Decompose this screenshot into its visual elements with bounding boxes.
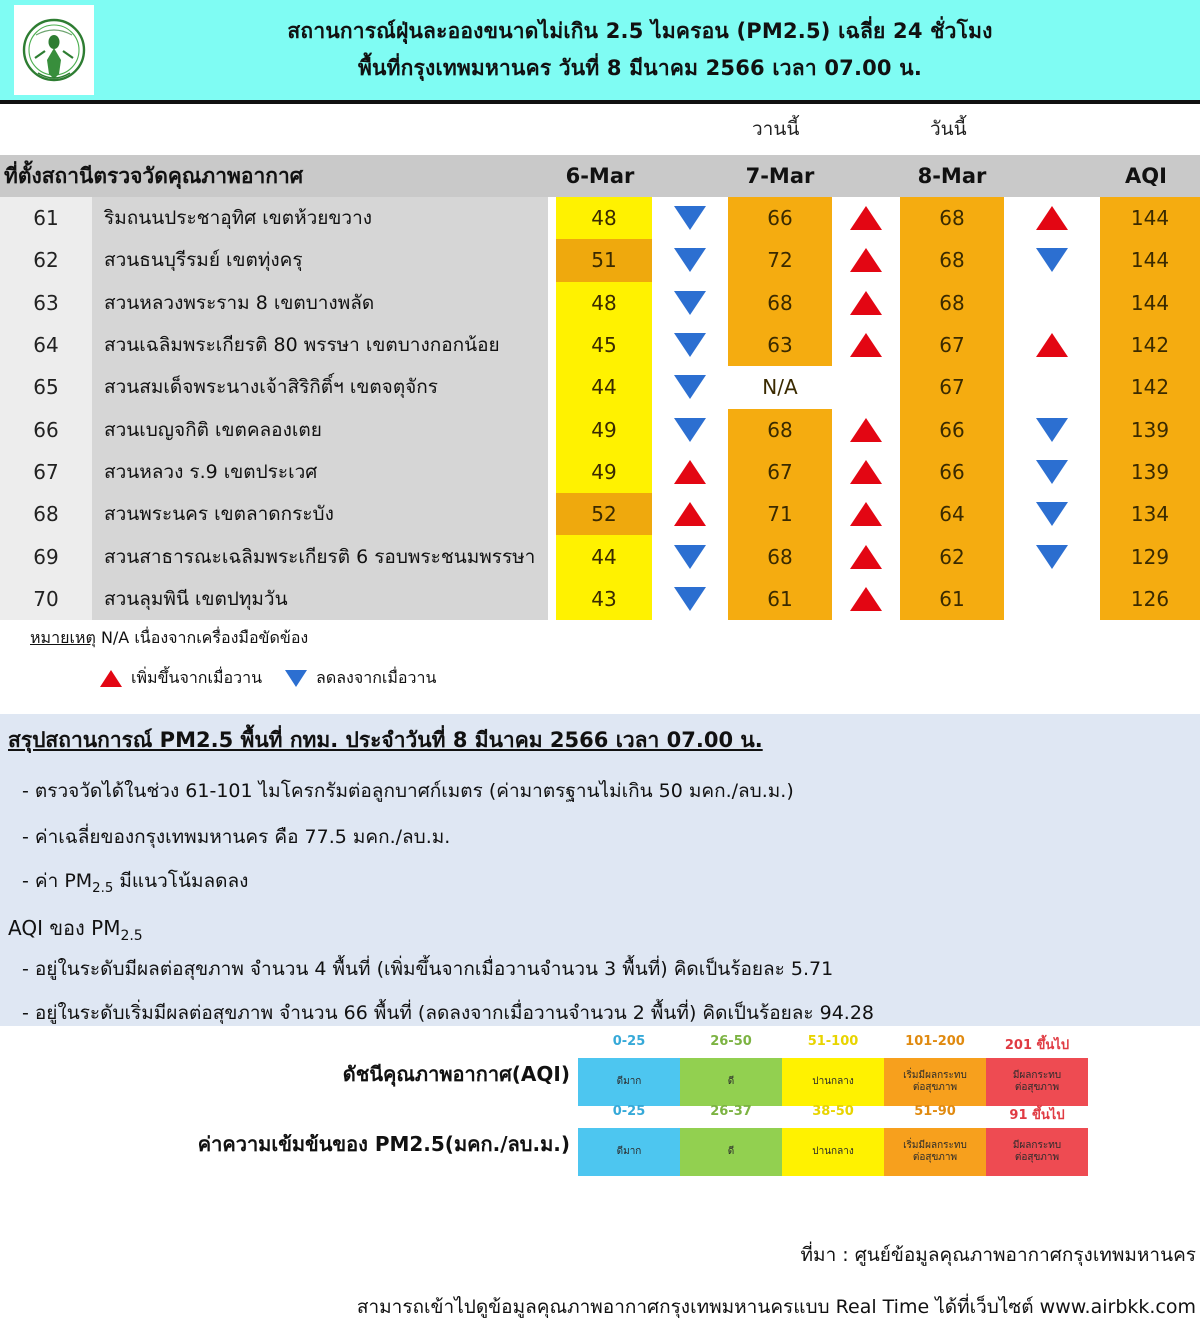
value-aqi: 142 [1130, 375, 1170, 400]
station-id: 66 [33, 417, 59, 442]
triangle-up-icon [1036, 206, 1068, 230]
value-day3: 66 [939, 417, 965, 442]
triangle-down-icon [1036, 460, 1068, 484]
scale-bar-aqi [578, 1058, 1088, 1106]
scale-range-label: 0-25 [612, 1034, 646, 1049]
scale-range-label: 38-50 [812, 1104, 854, 1119]
value-day2: 61 [767, 586, 793, 611]
summary-aqi-heading [8, 912, 143, 944]
value-aqi: 142 [1130, 333, 1170, 358]
value-day3: 67 [939, 375, 965, 400]
triangle-down-icon [674, 375, 706, 399]
triangle-up-icon [674, 502, 706, 526]
value-aqi: 144 [1130, 248, 1170, 273]
scale-bar-pm25 [578, 1128, 1088, 1176]
trend-day1 [652, 451, 728, 493]
station-id: 67 [33, 459, 59, 484]
trend-suffix: มีแนวโน้มลดลง [113, 870, 249, 892]
trend-day2 [832, 451, 900, 493]
scale-range-label: 51-100 [807, 1034, 859, 1049]
station-id: 68 [33, 502, 59, 527]
column-header-day2: 7-Mar [745, 164, 815, 188]
table-row [0, 282, 1200, 324]
value-day2: 67 [767, 459, 793, 484]
value-day2: 71 [767, 502, 793, 527]
triangle-up-icon [850, 291, 882, 315]
header-titles [110, 0, 1170, 100]
table-body [0, 197, 1200, 620]
triangle-down-icon [674, 206, 706, 230]
table-row [0, 409, 1200, 451]
table-row [0, 366, 1200, 408]
triangle-up-icon [850, 418, 882, 442]
legend-increase-label: เพิ่มขึ้นจากเมื่อวาน [131, 668, 263, 687]
value-aqi: 139 [1130, 417, 1170, 442]
label-today: วันนี้ [930, 118, 967, 140]
triangle-down-icon [674, 291, 706, 315]
trend-day3 [1004, 409, 1100, 451]
trend-day2 [832, 197, 900, 239]
trend-day2 [832, 239, 900, 281]
column-header-station: ที่ตั้งสถานีตรวจวัดคุณภาพอากาศ [4, 163, 304, 188]
summary-line-average: - ค่าเฉลี่ยของกรุงเทพมหานคร คือ 77.5 มคก./ลบ.ม. [22, 826, 451, 848]
column-header-day3: 8-Mar [917, 164, 987, 188]
triangle-down-icon [285, 670, 307, 687]
day-labels [0, 112, 1200, 152]
label-yesterday: วานนี้ [752, 118, 800, 140]
station-name: สวนพระนคร เขตลาดกระบัง [104, 503, 334, 526]
station-name: สวนธนบุรีรมย์ เขตทุ่งครุ [104, 249, 303, 272]
trend-day3 [1004, 239, 1100, 281]
trend-day1 [652, 239, 728, 281]
triangle-up-icon [850, 502, 882, 526]
value-aqi: 126 [1130, 586, 1170, 611]
value-day1: 48 [591, 206, 617, 231]
value-day3: 62 [939, 544, 965, 569]
triangle-down-icon [1036, 248, 1068, 272]
station-name: สวนเบญจกิติ เขตคลองเตย [104, 418, 322, 441]
station-id: 65 [33, 375, 59, 400]
aqi-heading-prefix: AQI ของ PM [8, 916, 121, 940]
summary-line-range: - ตรวจวัดได้ในช่วง 61-101 ไมโครกรัมต่อลูกบาศก์เมตร (ค่ามาตรฐานไม่เกิน 50 มคก./ลบ.ม.) [22, 780, 794, 802]
note-text: N/A เนื่องจากเครื่องมือขัดข้อง [95, 628, 309, 647]
station-name: สวนสมเด็จพระนางเจ้าสิริกิติ์ฯ เขตจตุจักร [104, 376, 438, 399]
scale-level-segment: ดี [680, 1058, 782, 1106]
value-day2: 72 [767, 248, 793, 273]
legend-decrease-label: ลดลงจากเมื่อวาน [316, 668, 437, 687]
summary-title: สรุปสถานการณ์ PM2.5 พื้นที่ กทม. ประจำวันที่ 8 มีนาคม 2566 เวลา 07.00 น. [8, 728, 763, 752]
value-day2: 63 [767, 333, 793, 358]
header-divider [0, 100, 1200, 104]
trend-day3 [1004, 535, 1100, 577]
trend-day2 [832, 324, 900, 366]
scale-label-pm25: ค่าความเข้มข้นของ PM2.5(มคก./ลบ.ม.) [197, 1132, 570, 1156]
triangle-down-icon [1036, 502, 1068, 526]
station-name: สวนลุมพินี เขตปทุมวัน [104, 587, 288, 610]
triangle-down-icon [674, 545, 706, 569]
scale-level-segment: ดีมาก [578, 1058, 680, 1106]
value-aqi: 134 [1130, 502, 1170, 527]
note-na-line [30, 626, 308, 651]
value-day3: 68 [939, 248, 965, 273]
triangle-up-icon [850, 545, 882, 569]
value-aqi: 144 [1130, 206, 1170, 231]
scale-range-label: 26-50 [710, 1034, 752, 1049]
scale-level-segment: มีผลกระทบ ต่อสุขภาพ [986, 1128, 1088, 1176]
trend-day1 [652, 197, 728, 239]
trend-day3 [1004, 451, 1100, 493]
triangle-down-icon [1036, 545, 1068, 569]
table-row [0, 578, 1200, 620]
station-name: สวนเฉลิมพระเกียรติ 80 พรรษา เขตบางกอกน้อย [104, 334, 500, 357]
color-scale-legends [0, 1032, 1200, 1202]
scale-level-segment: เริ่มมีผลกระทบ ต่อสุขภาพ [884, 1058, 986, 1106]
value-day1: 44 [591, 375, 617, 400]
table-row [0, 535, 1200, 577]
station-name: สวนหลวงพระราม 8 เขตบางพลัด [104, 291, 375, 314]
triangle-up-icon [100, 670, 122, 687]
column-header-aqi: AQI [1125, 164, 1167, 188]
scale-range-label: 26-37 [710, 1104, 752, 1119]
page-footer [0, 1230, 1200, 1326]
scale-ranges-aqi [578, 1034, 1088, 1055]
station-id: 63 [33, 290, 59, 315]
value-day2: 68 [767, 544, 793, 569]
trend-day1 [652, 578, 728, 620]
scale-level-segment: เริ่มมีผลกระทบ ต่อสุขภาพ [884, 1128, 986, 1176]
station-id: 61 [33, 206, 59, 231]
value-day3: 61 [939, 586, 965, 611]
trend-day1 [652, 535, 728, 577]
arrow-legend [100, 666, 436, 691]
value-day1: 49 [591, 417, 617, 442]
triangle-down-icon [1036, 418, 1068, 442]
station-id: 69 [33, 544, 59, 569]
trend-day2 [832, 493, 900, 535]
trend-day1 [652, 282, 728, 324]
triangle-down-icon [674, 587, 706, 611]
trend-subscript: 2.5 [92, 880, 114, 896]
table-row [0, 324, 1200, 366]
trend-day3 [1004, 324, 1100, 366]
trend-day2 [832, 535, 900, 577]
station-id: 64 [33, 333, 59, 358]
triangle-up-icon [1036, 333, 1068, 357]
bma-seal-logo [14, 5, 94, 95]
trend-day2 [832, 578, 900, 620]
value-day1: 52 [591, 502, 617, 527]
scale-range-label: 91 ขึ้นไป [1009, 1108, 1065, 1123]
page-header [0, 0, 1200, 100]
trend-day3 [1004, 493, 1100, 535]
value-aqi: 129 [1130, 544, 1170, 569]
trend-prefix: - ค่า PM [22, 870, 93, 892]
scale-range-label: 101-200 [905, 1034, 965, 1049]
footer-source: ที่มา : ศูนย์ข้อมูลคุณภาพอากาศกรุงเทพมหานคร [800, 1244, 1196, 1266]
table-row [0, 239, 1200, 281]
triangle-down-icon [674, 248, 706, 272]
table-row [0, 493, 1200, 535]
triangle-up-icon [850, 460, 882, 484]
triangle-down-icon [674, 418, 706, 442]
value-day2: N/A [762, 375, 798, 400]
scale-ranges-pm25 [578, 1104, 1088, 1125]
value-aqi: 139 [1130, 459, 1170, 484]
trend-day3 [1004, 197, 1100, 239]
summary-line-health-affect: - อยู่ในระดับมีผลต่อสุขภาพ จำนวน 4 พื้นที่ (เพิ่มขึ้นจากเมื่อวานจำนวน 3 พื้นที่) คิดเป็นร้อยละ 5.71 [22, 958, 834, 980]
trend-day2 [832, 282, 900, 324]
page-title-line2: พื้นที่กรุงเทพมหานคร วันที่ 8 มีนาคม 2566 เวลา 07.00 น. [357, 56, 922, 80]
trend-day3 [1004, 282, 1100, 324]
table-header-row [0, 155, 1200, 197]
scale-row-aqi [0, 1032, 1200, 1110]
trend-day3 [1004, 578, 1100, 620]
column-header-day1: 6-Mar [565, 164, 635, 188]
table-row [0, 197, 1200, 239]
value-aqi: 144 [1130, 290, 1170, 315]
station-name: สวนสาธารณะเฉลิมพระเกียรติ 6 รอบพระชนมพรรษา [104, 545, 536, 568]
note-label: หมายเหตุ [30, 628, 96, 647]
station-id: 70 [33, 586, 59, 611]
station-name: สวนหลวง ร.9 เขตประเวศ [104, 460, 318, 483]
triangle-up-icon [850, 248, 882, 272]
trend-day2 [832, 366, 900, 408]
triangle-up-icon [850, 206, 882, 230]
scale-level-segment: มีผลกระทบ ต่อสุขภาพ [986, 1058, 1088, 1106]
value-day3: 68 [939, 290, 965, 315]
value-day1: 48 [591, 290, 617, 315]
value-day1: 51 [591, 248, 617, 273]
station-name: ริมถนนประชาอุทิศ เขตห้วยขวาง [104, 207, 373, 230]
value-day1: 44 [591, 544, 617, 569]
triangle-up-icon [850, 587, 882, 611]
value-day2: 68 [767, 290, 793, 315]
scale-level-segment: ปานกลาง [782, 1058, 884, 1106]
summary-line-health-begin: - อยู่ในระดับเริ่มมีผลต่อสุขภาพ จำนวน 66 พื้นที่ (ลดลงจากเมื่อวานจำนวน 2 พื้นที่) คิดเป็นร้อยละ 94.28 [22, 1002, 875, 1024]
trend-day1 [652, 366, 728, 408]
summary-line-trend [22, 866, 248, 896]
value-day3: 68 [939, 206, 965, 231]
page-title-line1: สถานการณ์ฝุ่นละอองขนาดไม่เกิน 2.5 ไมครอน (PM2.5) เฉลี่ย 24 ชั่วโมง [287, 18, 993, 43]
scale-level-segment: ดี [680, 1128, 782, 1176]
scale-level-segment: ปานกลาง [782, 1128, 884, 1176]
aqi-station-table [0, 155, 1200, 620]
value-day1: 43 [591, 586, 617, 611]
scale-range-label: 201 ขึ้นไป [1004, 1038, 1070, 1053]
table-row [0, 451, 1200, 493]
trend-day2 [832, 409, 900, 451]
scale-level-segment: ดีมาก [578, 1128, 680, 1176]
trend-day1 [652, 493, 728, 535]
table-notes [0, 624, 1200, 709]
value-day3: 67 [939, 333, 965, 358]
value-day1: 45 [591, 333, 617, 358]
triangle-up-icon [674, 460, 706, 484]
value-day2: 66 [767, 206, 793, 231]
value-day3: 64 [939, 502, 965, 527]
scale-range-label: 51-90 [914, 1104, 956, 1119]
triangle-up-icon [850, 333, 882, 357]
scale-row-pm25 [0, 1102, 1200, 1180]
value-day3: 66 [939, 459, 965, 484]
summary-panel [0, 714, 1200, 1026]
scale-label-aqi: ดัชนีคุณภาพอากาศ(AQI) [342, 1062, 570, 1086]
scale-range-label: 0-25 [612, 1104, 646, 1119]
trend-day3 [1004, 366, 1100, 408]
value-day1: 49 [591, 459, 617, 484]
footer-website-line: สามารถเข้าไปดูข้อมูลคุณภาพอากาศกรุงเทพมหานครแบบ Real Time ได้ที่เว็บไซต์ www.airbkk.com [356, 1296, 1196, 1318]
value-day2: 68 [767, 417, 793, 442]
aqi-heading-subscript: 2.5 [120, 928, 143, 944]
trend-day1 [652, 324, 728, 366]
trend-day1 [652, 409, 728, 451]
station-id: 62 [33, 248, 59, 273]
triangle-down-icon [674, 333, 706, 357]
